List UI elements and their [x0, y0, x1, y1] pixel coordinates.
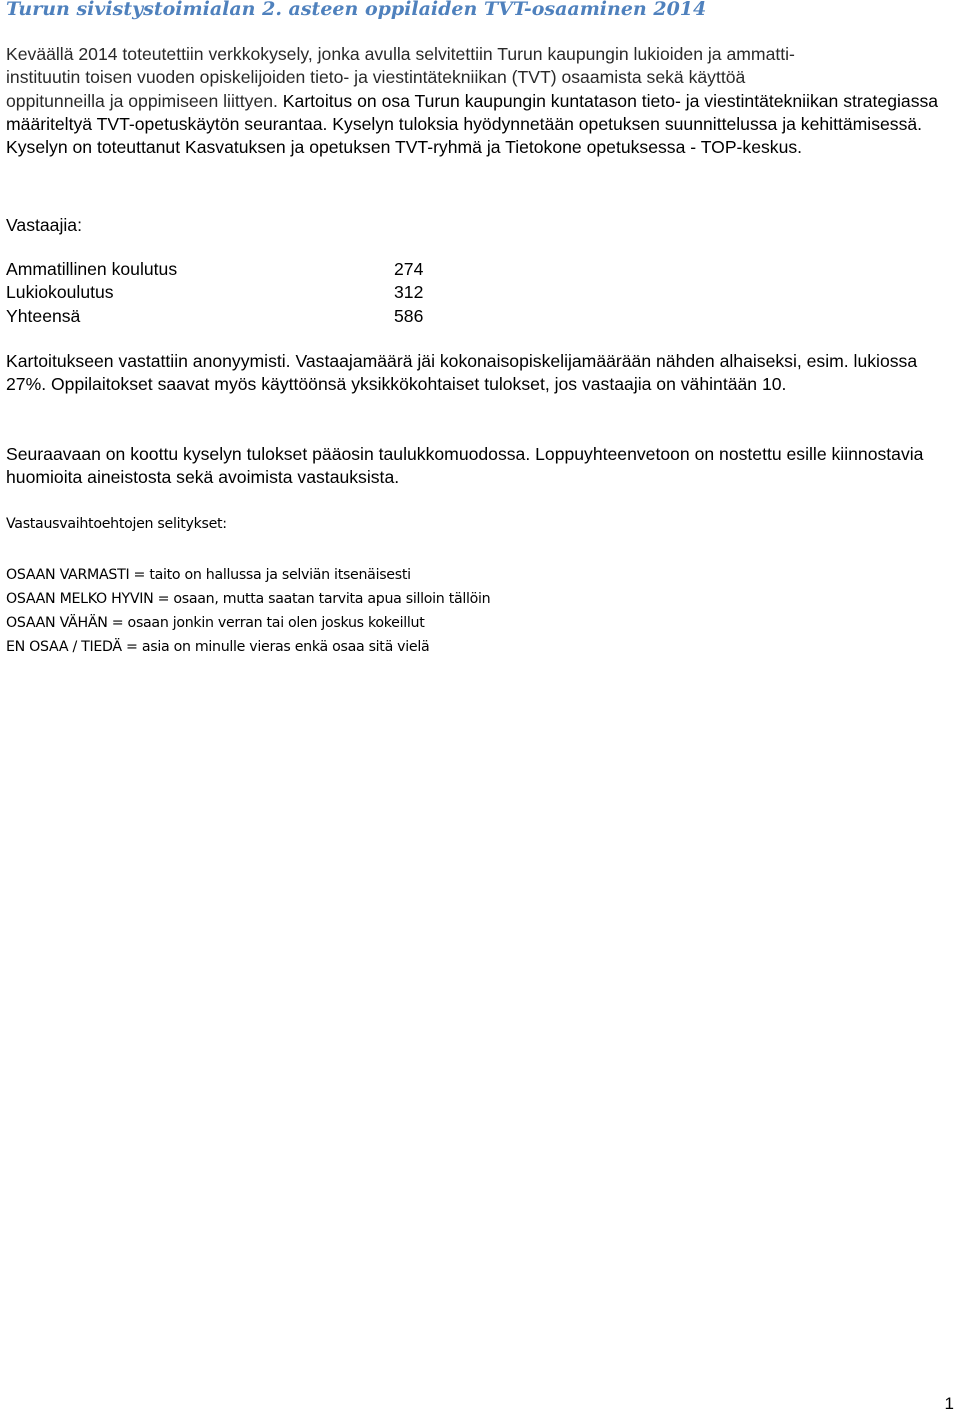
legend-heading: Vastausvaihtoehtojen selitykset:: [6, 516, 227, 532]
summary-paragraph: Seuraavaan on koottu kyselyn tulokset pääosin taulukkomuodossa. Loppuyhteenvetoon on nostettu esille kiinnostavia huomioita aineistosta sekä avoimista vastauksista.: [6, 444, 924, 488]
respondents-row: [6, 258, 454, 281]
page-number: 1: [944, 1394, 954, 1413]
respondents-label: Yhteensä: [6, 305, 81, 326]
notes-paragraph: Kartoitukseen vastattiin anonyymisti. Vastaajamäärä jäi kokonaisopiskelijamäärään nähden alhaiseksi, esim. lukiossa 27%. Oppilaitokset saavat myös käyttöönsä yksikkökohtaiset tulokset, jos vastaajia on vähintään 10.: [6, 351, 918, 395]
respondents-count: 312: [394, 282, 424, 303]
intro-line-2: instituutin toisen vuoden opiskelijoiden tieto- ja viestintätekniikan (TVT) osaamista sekä käyttöä: [6, 67, 746, 88]
respondents-label: Ammatillinen koulutus: [6, 259, 178, 279]
respondents-table: [6, 258, 454, 328]
respondents-heading: Vastaajia:: [6, 215, 82, 235]
respondents-row: [6, 305, 454, 328]
respondents-label: Lukiokoulutus: [6, 282, 114, 303]
intro-paragraph: [6, 43, 956, 159]
intro-line-1: Keväällä 2014 toteutettiin verkkokysely, jonka avulla selvitettiin Turun kaupungin lukioiden ja ammatti-: [6, 44, 795, 64]
intro-line-3: oppitunneilla ja oppimiseen liittyen.: [6, 90, 278, 111]
legend-list: [6, 563, 490, 659]
intro-continuation: Kartoitus on osa Turun kaupungin kuntatason tieto- ja viestintätekniikan strategiassa määriteltyä TVT-opetuskäytön seurantaa. Kyselyn tuloksia hyödynnetään opetuksen suunnittelussa ja kehittämisessä. Kyselyn on toteuttanut Kasvatuksen ja opetuksen TVT-ryhmä ja Tietokone opetuksessa - TOP-keskus.: [6, 90, 939, 158]
legend-item: OSAAN VÄHÄN = osaan jonkin verran tai olen joskus kokeillut: [6, 615, 425, 631]
legend-item: OSAAN MELKO HYVIN = osaan, mutta saatan tarvita apua silloin tällöin: [6, 591, 491, 607]
legend-item: EN OSAA / TIEDÄ = asia on minulle vieras enkä osaa sitä vielä: [6, 639, 430, 655]
document-title: Turun sivistystoimialan 2. asteen oppilaiden TVT-osaaminen 2014: [6, 0, 707, 20]
respondents-row: [6, 281, 454, 304]
respondents-count: 586: [394, 305, 424, 326]
legend-item: OSAAN VARMASTI = taito on hallussa ja selviän itsenäisesti: [6, 567, 411, 583]
respondents-count: 274: [394, 259, 424, 279]
